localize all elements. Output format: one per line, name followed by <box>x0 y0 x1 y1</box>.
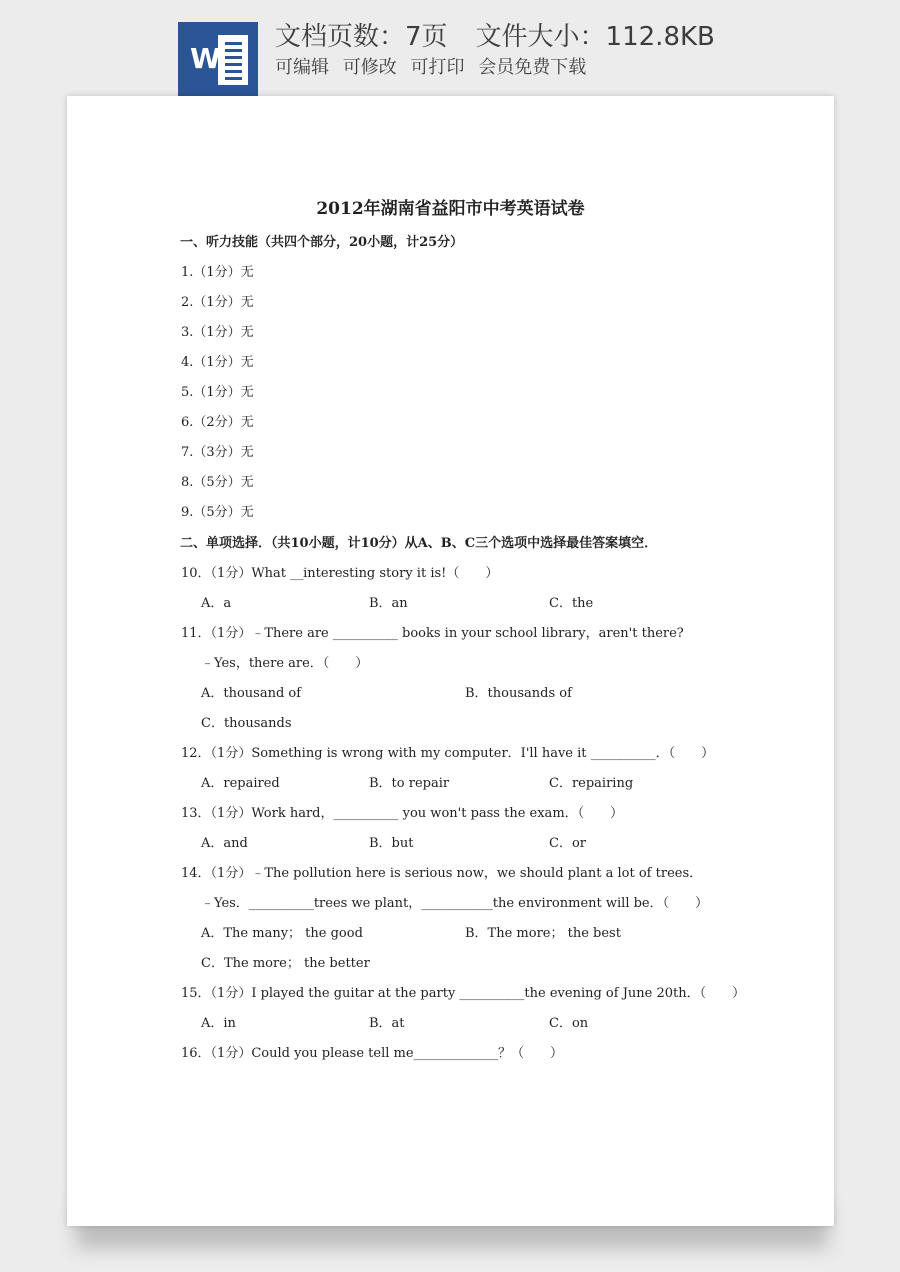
question-15-option-a: A．in <box>201 1016 236 1031</box>
feature-printable: 可打印 <box>410 57 465 78</box>
listening-item: 2.（1分）无 <box>181 295 254 310</box>
feature-editable: 可编辑 <box>275 57 329 78</box>
question-12-option-a: A．repaired <box>201 776 280 791</box>
question-11-stem: 11．（1分）﹣There are __________ books in your school library，aren't there? <box>181 626 684 641</box>
question-15-option-c: C．on <box>549 1016 589 1031</box>
listening-item: 6.（2分）无 <box>181 415 254 430</box>
question-13-option-a: A．and <box>201 836 248 851</box>
question-14-option-c: C．The more； the better <box>201 956 370 971</box>
question-15-option-b: B．at <box>369 1016 405 1031</box>
question-13-option-b: B．but <box>369 836 414 851</box>
file-size-label: 文件大小：112.8KB <box>475 22 715 52</box>
section-2-heading: 二、单项选择．（共10小题，计10分）从A、B、C三个选项中选择最佳答案填空． <box>180 536 658 551</box>
listening-item: 8.（5分）无 <box>181 475 254 490</box>
question-10-option-b: B．an <box>369 596 408 611</box>
listening-item: 1.（1分）无 <box>181 265 254 280</box>
listening-item: 3.（1分）无 <box>181 325 254 340</box>
feature-member-download: 会员免费下载 <box>478 57 587 78</box>
question-10-option-a: A．a <box>201 596 232 611</box>
question-13-stem: 13．（1分）Work hard，__________ you won't pass the exam．（ ） <box>181 806 624 821</box>
question-14-option-a: A．The many； the good <box>201 926 363 941</box>
listening-item: 9.（5分）无 <box>181 505 254 520</box>
question-11-option-a: A．thousand of <box>201 686 302 701</box>
listening-item: 7.（3分）无 <box>181 445 254 460</box>
question-12-option-c: C．repairing <box>549 776 634 791</box>
document-page <box>67 96 834 1226</box>
question-11-reply: ﹣Yes，there are．（ ） <box>201 656 369 671</box>
section-1-heading: 一、听力技能（共四个部分，20小题，计25分） <box>180 235 464 250</box>
question-13-option-c: C．or <box>549 836 586 851</box>
question-11-option-c: C．thousands <box>201 716 292 731</box>
question-12-option-b: B．to repair <box>369 776 450 791</box>
question-12-stem: 12．（1分）Something is wrong with my computer．I'll have it __________．（ ） <box>181 746 715 761</box>
question-10-stem: 10．（1分）What __interesting story it is!（ ） <box>181 566 499 581</box>
feature-modifiable: 可修改 <box>342 57 397 78</box>
question-11-option-b: B．thousands of <box>465 686 572 701</box>
question-14-option-b: B．The more； the best <box>465 926 621 941</box>
file-info <box>275 20 715 54</box>
listening-item: 5.（1分）无 <box>181 385 254 400</box>
document-title: 2012年湖南省益阳市中考英语试卷 <box>316 199 585 219</box>
page-count-label: 文档页数：7页 <box>275 22 448 52</box>
question-10-option-c: C．the <box>549 596 594 611</box>
listening-item: 4.（1分）无 <box>181 355 254 370</box>
feature-list <box>275 55 594 81</box>
question-15-stem: 15．（1分）I played the guitar at the party __________the evening of June 20th．（ ） <box>181 986 746 1001</box>
word-logo-letter: W <box>190 42 221 75</box>
word-document-icon <box>178 22 258 96</box>
question-14-reply: ﹣Yes．__________trees we plant，___________the environment will be．（ ） <box>201 896 709 911</box>
download-banner <box>0 0 900 96</box>
question-14-stem: 14．（1分）﹣The pollution here is serious now，we should plant a lot of trees． <box>181 866 703 881</box>
question-16-stem: 16．（1分）Could you please tell me_____________？（ ） <box>181 1046 564 1061</box>
